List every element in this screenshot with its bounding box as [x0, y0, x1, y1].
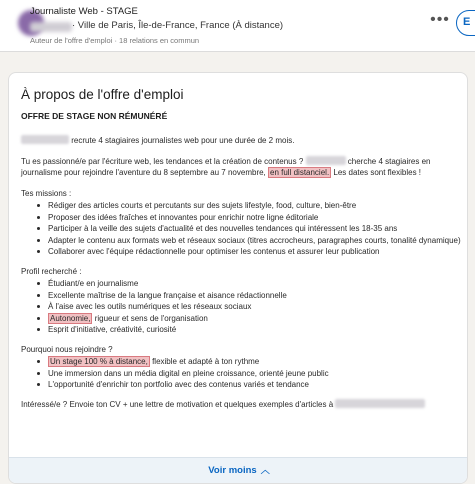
why-list: [21, 356, 461, 391]
cta-button[interactable]: E: [456, 10, 475, 36]
profile-heading: Profil recherché :: [21, 266, 82, 276]
profile-list: [21, 278, 461, 336]
job-location: · Ville de Paris, Île-de-France, France (À distance): [72, 20, 284, 31]
highlight-autonomy: Autonomie,: [50, 313, 91, 323]
list-item-text: flexible et adapté à ton rythme: [152, 357, 260, 366]
list-item: Une immersion dans un média digital en pleine croissance, orienté jeune public: [21, 368, 461, 380]
more-horizontal-icon: •••: [430, 11, 450, 28]
missions-list: [21, 200, 461, 258]
job-header-bar: [0, 0, 475, 52]
see-less-label: Voir moins: [208, 465, 257, 476]
list-item: L'opportunité d'enrichir ton portfolio avec des contenus variés et tendance: [21, 379, 461, 391]
list-item: [21, 313, 461, 325]
list-item: Étudiant/e en journalisme: [21, 278, 461, 290]
chevron-up-icon: ︿: [260, 465, 270, 475]
list-item: Participer à la veille des sujets d'actualité et des nouvelles tendances qui intéressent les 18-35 ans: [21, 223, 461, 235]
pitch-text-c: Les dates sont flexibles !: [333, 168, 422, 177]
section-title: À propos de l'offre d'emploi: [21, 87, 184, 102]
redacted-company-name: [306, 156, 346, 165]
pitch-paragraph: [21, 156, 461, 179]
list-item: À l'aise avec les outils numériques et les réseaux sociaux: [21, 301, 461, 313]
list-item: Rédiger des articles courts et percutants sur des sujets lifestyle, food, culture, bien-être: [21, 200, 461, 212]
apply-text: Intéressé/e ? Envoie ton CV + une lettre de motivation et quelques exemples d'articles à: [21, 399, 334, 409]
list-item: Esprit d'initiative, créativité, curiosité: [21, 324, 461, 336]
list-item: Collaborer avec l'équipe rédactionnelle pour optimiser les contenus et assurer leur publication: [21, 246, 461, 258]
job-title: Journaliste Web - STAGE: [30, 6, 138, 17]
job-description-card: [8, 72, 468, 484]
intro-text: recrute 4 stagiaires journalistes web pour une durée de 2 mois.: [71, 136, 295, 145]
offer-type: OFFRE DE STAGE NON RÉMUNÉRÉ: [21, 111, 168, 121]
job-description: [21, 135, 461, 410]
redacted-company-name: [21, 135, 69, 144]
why-heading: Pourquoi nous rejoindre ?: [21, 344, 113, 354]
poster-connections[interactable]: Auteur de l'offre d'emploi · 18 relations en commun: [30, 36, 200, 45]
highlight-remote-internship: Un stage 100 % à distance,: [50, 357, 148, 366]
redacted-company-name: [30, 22, 72, 32]
more-options-button[interactable]: [428, 12, 452, 32]
redacted-email: [335, 399, 425, 408]
missions-heading: Tes missions :: [21, 188, 72, 198]
list-item: Adapter le contenu aux formats web et réseaux sociaux (titres accrocheurs, paragraphes courts, tonalité dynamique): [21, 235, 461, 247]
intro-paragraph: [21, 135, 461, 147]
pitch-text-a: Tu es passionné/e par l'écriture web, les tendances et la création de contenus ?: [21, 156, 304, 166]
list-item: Proposer des idées fraîches et innovantes pour enrichir notre ligne éditoriale: [21, 212, 461, 224]
list-item: [21, 356, 461, 368]
apply-paragraph: [21, 399, 461, 411]
list-item: Excellente maîtrise de la langue française et aisance rédactionnelle: [21, 290, 461, 302]
highlight-remote: en full distanciel.: [270, 168, 330, 177]
pitch-text-b: cherche 4 stagiaires en journalisme pour rejoindre l'aventure du 8 septembre au 7 novembre,: [21, 156, 431, 177]
see-less-button[interactable]: [9, 457, 468, 483]
list-item-text: rigueur et sens de l'organisation: [94, 313, 208, 323]
